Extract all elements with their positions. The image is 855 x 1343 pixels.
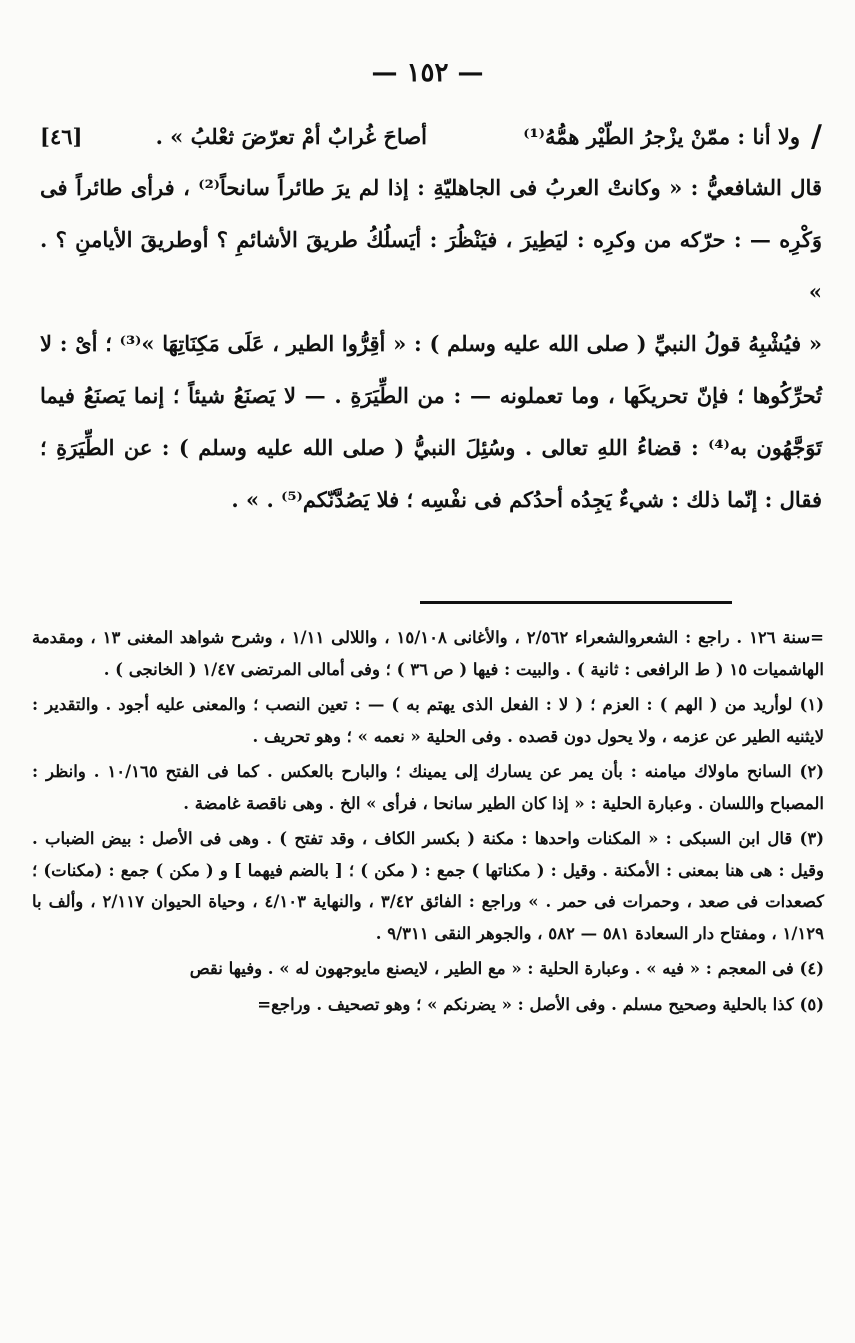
footnote-3: (٣) قال ابن السبكى : « المكنات واحدها : مكنة ( بكسر الكاف ، وقد تفتح ) . وهى فى الأصل : بيض الضباب . وقيل : هى هنا بمعنى : الأمكنة . وقيل : ( مكناتها ) جمع : ( مكن ) ؛ [ بالضم فيهما ] و ( مكن ) جمع : (مكنات) ؛ كصعدات فى صعد ، وحمرات فى حمر . » وراجع : الفائق ٣/٤٢ ، والنهاية ٤/١٠٣ ، وحياة الحيوان ٢/١١٧ ، وألف با ١/١٢٩ ، ومفتاح دار السعادة ٥٨١ — ٥٨٢ ، والجوهر النقى ٩/٣١١ . — [32, 829, 824, 943]
footnote-separator — [420, 601, 732, 604]
page-break-marker: / — [811, 119, 822, 154]
verse-first-hemistich: ولا أنا : ممّنْ يزْجرُ الطّيْر همُّهُ⁽¹⁾ — [523, 124, 800, 149]
paragraph-hadith: « فيُشْبِهُ قولُ النبيِّ ( صلى الله عليه وسلم ) : « أقِرُّوا الطير ، عَلَى مَكِنَاتِهَا »⁽³⁾ ؛ أىْ : لا تُحرِّكُوها ؛ فإنّ تحريكَها ، وما تعملونه — : من الطِّيَرَةِ . — لا يَصنَعُ شيئاً ؛ إنما يَصنَعُ فيما تَوَجَّهُون به⁽⁴⁾ : قضاءُ اللهِ تعالى . وسُئِلَ النبيُّ ( صلى الله عليه وسلم ) : عن الطِّيَرَةِ ؛ فقال : إنّما ذلك : شيءٌ يَجِدُه أحدُكم فى نفْسِه ؛ فلا يَصُدَّنّكم⁽⁵⁾ . » . — [40, 331, 822, 512]
footnote-continuation: =سنة ١٢٦ . راجع : الشعروالشعراء ٢/٥٦٢ ، والأغانى ١٥/١٠٨ ، واللالى ١/١١ ، وشرح شواهد المغنى ١٣ ، ومقدمة الهاشميات ١٥ ( ط الرافعى : ثانية ) . والبيت : فيها ( ص ٣٦ ) ؛ وفى أمالى المرتضى ١/٤٧ ( الخانجى ) . — [32, 628, 825, 679]
verse-second-hemistich: أصاحَ غُرابٌ أمْ تعرّضَ ثعْلبُ » . — [155, 124, 427, 149]
page-number: — ١٥٢ — — [371, 58, 484, 88]
footnote-4: (٤) فى المعجم : « فيه » . وعبارة الحلية : « مع الطير ، لايصنع مايوجهون له » . وفيها نقص — [189, 959, 824, 978]
poem-verse — [40, 112, 822, 162]
footnote-5: (٥) كذا بالحلية وصحيح مسلم . وفى الأصل : « يضرنكم » ؛ وهو تصحيف . وراجع= — [257, 994, 824, 1014]
footnotes — [32, 622, 824, 1024]
main-text — [40, 112, 822, 526]
paragraph-shafii: قال الشافعيُّ : « وكانتْ العربُ فى الجاهليّةِ : إذا لم يرَ طائراً سانحاً⁽²⁾ ، فرأى طائراً فى وَكْرِه — : حرّكه من وكرِه : ليَطِيرَ ، فيَنْظُرَ : أيَسلُكُ طريقَ الأشائمِ ؟ أوطريقَ الأيامنِ ؟ . » — [40, 175, 822, 304]
footnote-1: (١) لوأريد من ( الهم ) : العزم ؛ ( لا : الفعل الذى يهتم به ) — : تعين النصب ؛ والمعنى عليه أجود . والتقدير : لايثنيه الطير عن عزمه ، ولا يحول دون قصده . وفى الحلية « نعمه » ؛ وهو تحريف . — [32, 695, 824, 746]
footnote-2: (٢) السانح ماولاك ميامنه : بأن يمر عن يسارك إلى يمينك ؛ والبارح بالعكس . كما فى الفتح ١٠/١٦٥ . وانظر : المصباح واللسان . وعبارة الحلية : « إذا كان الطير سانحا ، فرأى » الخ . وهى ناقصة غامضة . — [32, 762, 824, 813]
margin-page-reference: [٤٦] — [40, 124, 83, 149]
